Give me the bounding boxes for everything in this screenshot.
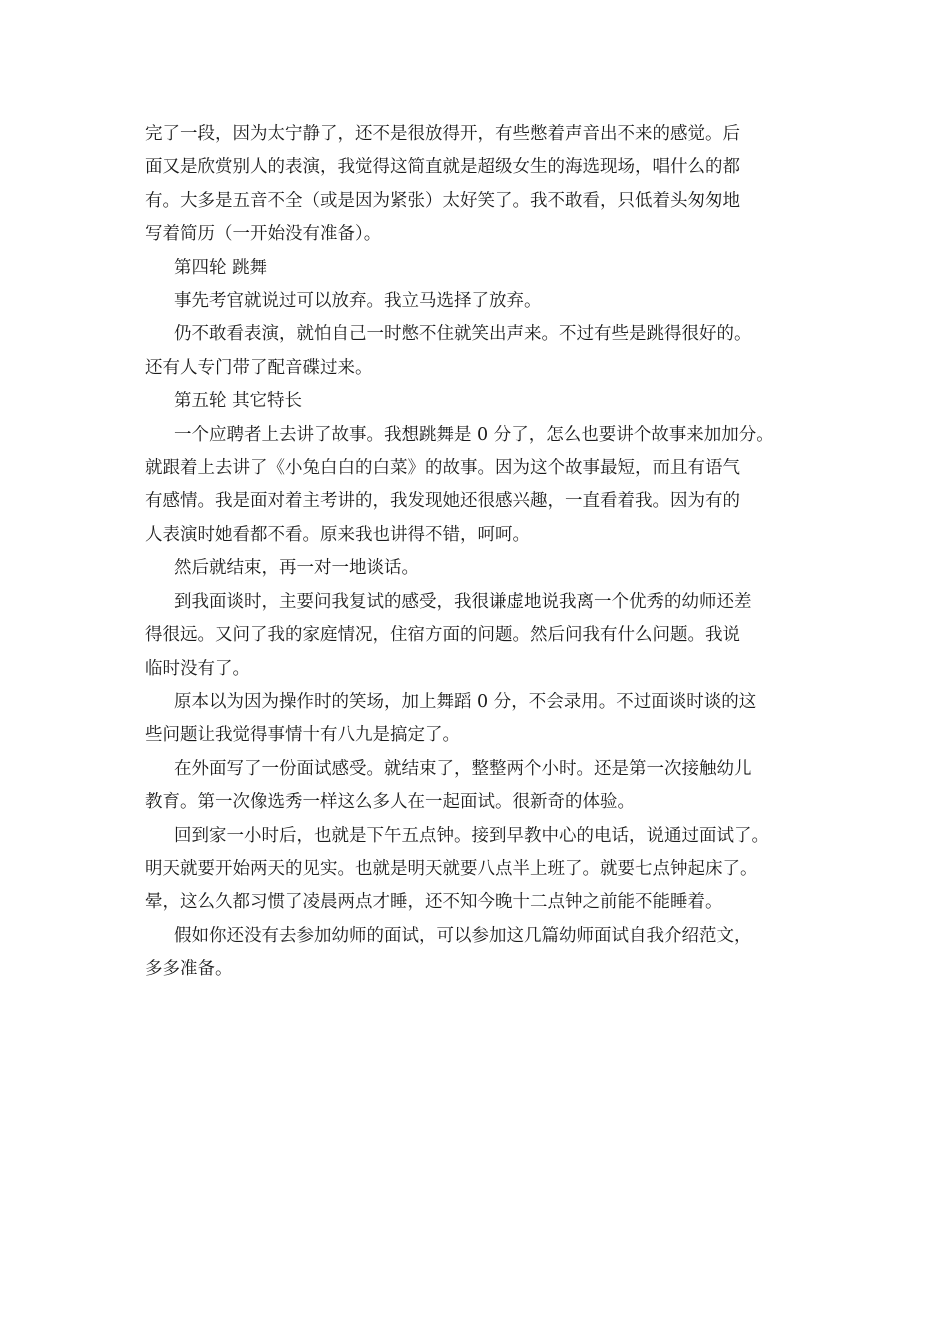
text-line: 假如你还没有去参加幼师的面试，可以参加这几篇幼师面试自我介绍范文， bbox=[174, 925, 752, 946]
text-line: 完了一段，因为太宁静了，还不是很放得开，有些憋着声音出不来的感觉。后 bbox=[145, 124, 740, 144]
text-line: 原本以为因为操作时的笑场，加上舞蹈 0 分，不会录用。不过面谈时谈的这 bbox=[174, 691, 757, 712]
document-body bbox=[145, 118, 825, 987]
text-line: 面又是欣赏别人的表演，我觉得这简直就是超级女生的海选现场，唱什么的都 bbox=[145, 157, 740, 178]
text-line: 有。大多是五音不全（或是因为紧张）太好笑了。我不敢看，只低着头匆匆地 bbox=[145, 190, 740, 211]
text-line: 就跟着上去讲了《小兔白白的白菜》的故事。因为这个故事最短，而且有语气 bbox=[145, 458, 740, 479]
text-line: 回到家一小时后，也就是下午五点钟。接到早教中心的电话，说通过面试了。 bbox=[174, 825, 769, 846]
text-line: 教育。第一次像选秀一样这么多人在一起面试。很新奇的体验。 bbox=[145, 792, 635, 813]
section-heading: 第五轮 其它特长 bbox=[174, 391, 303, 412]
text-line: 得很远。又问了我的家庭情况，住宿方面的问题。然后问我有什么问题。我说 bbox=[145, 625, 740, 646]
text-line: 些问题让我觉得事情十有八九是搞定了。 bbox=[145, 725, 460, 746]
text-line: 多多准备。 bbox=[145, 959, 233, 980]
section-heading: 第四轮 跳舞 bbox=[174, 257, 268, 278]
text-line: 一个应聘者上去讲了故事。我想跳舞是 0 分了，怎么也要讲个故事来加加分。 bbox=[174, 424, 774, 445]
text-line: 人表演时她看都不看。原来我也讲得不错，呵呵。 bbox=[145, 524, 530, 545]
text-line: 还有人专门带了配音碟过来。 bbox=[145, 357, 373, 378]
text-line: 仍不敢看表演，就怕自己一时憋不住就笑出声来。不过有些是跳得很好的。 bbox=[174, 324, 752, 345]
text-line: 写着简历（一开始没有准备）。 bbox=[145, 224, 382, 245]
text-line: 明天就要开始两天的见实。也就是明天就要八点半上班了。就要七点钟起床了。 bbox=[145, 858, 758, 879]
text-line: 事先考官就说过可以放弃。我立马选择了放弃。 bbox=[174, 291, 542, 312]
text-line: 然后就结束，再一对一地谈话。 bbox=[174, 558, 419, 579]
text-line: 在外面写了一份面试感受。就结束了，整整两个小时。还是第一次接触幼儿 bbox=[174, 758, 752, 779]
text-line: 晕，这么久都习惯了凌晨两点才睡，还不知今晚十二点钟之前能不能睡着。 bbox=[145, 892, 723, 913]
text-line: 临时没有了。 bbox=[145, 658, 250, 679]
text-line: 到我面谈时，主要问我复试的感受，我很谦虚地说我离一个优秀的幼师还差 bbox=[174, 591, 752, 612]
text-line: 有感情。我是面对着主考讲的，我发现她还很感兴趣，一直看着我。因为有的 bbox=[145, 491, 740, 512]
